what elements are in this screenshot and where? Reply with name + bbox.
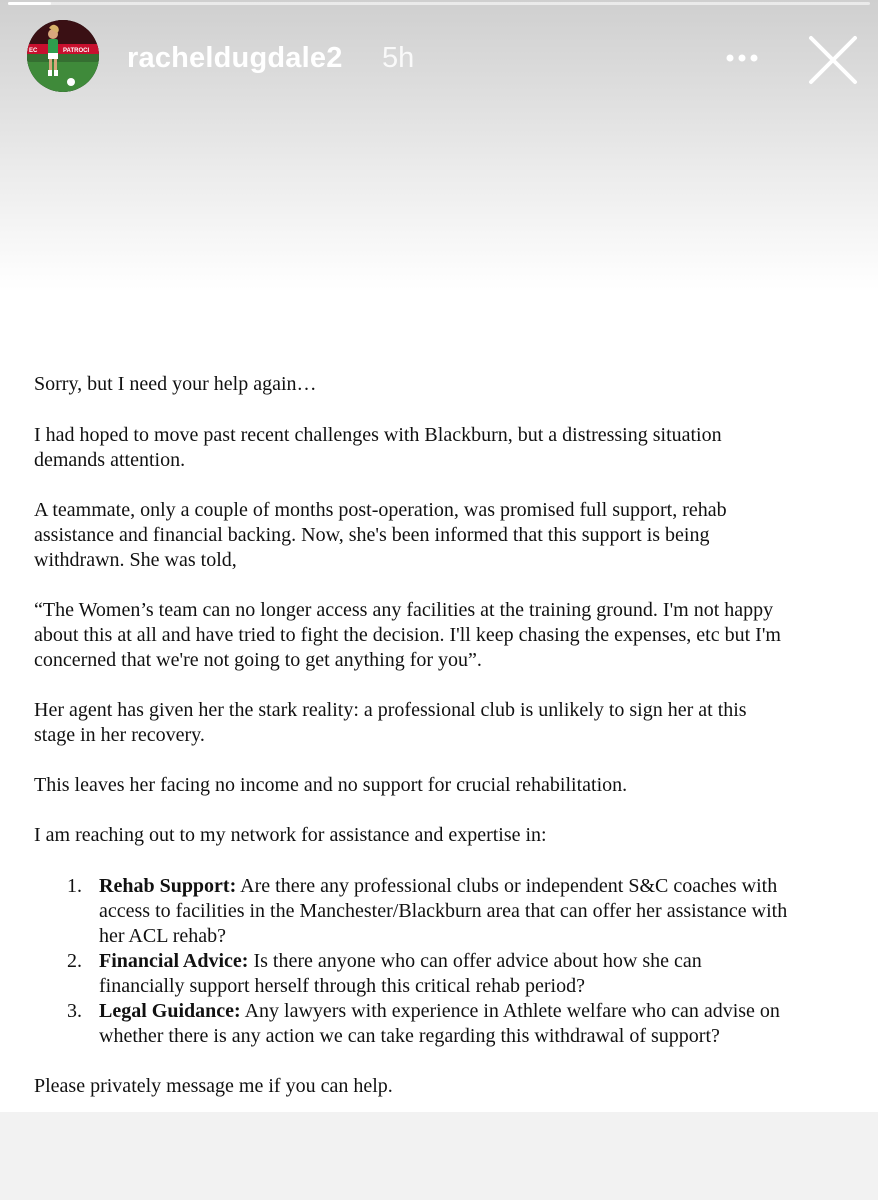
list-number: 3. [67, 1000, 82, 1022]
story-document [0, 290, 878, 1112]
paragraph-line: A teammate, only a couple of months post-operation, was promised full support, rehab [34, 499, 727, 521]
list-first-text: Any lawyers with experience in Athlete welfare who can advise on [240, 1000, 780, 1022]
paragraph-line: demands attention. [34, 449, 186, 471]
paragraph-line: withdrawn. She was told, [34, 549, 237, 571]
list-line: financially support herself through this critical rehab period? [99, 975, 585, 997]
list-first-line [99, 949, 859, 974]
paragraph-3 [34, 698, 854, 748]
quote-line: concerned that we're not going to get anything for you”. [34, 649, 482, 671]
paragraph-1 [34, 423, 854, 473]
story-header [0, 0, 878, 290]
close-icon[interactable] [805, 32, 861, 88]
quote-line: “The Women’s team can no longer access any facilities at the training ground. I'm not happy [34, 599, 774, 621]
story-footer [0, 1112, 878, 1200]
list-line: access to facilities in the Manchester/Blackburn area that can offer her assistance with [99, 900, 788, 922]
paragraph-line: stage in her recovery. [34, 724, 205, 746]
more-horizontal-icon[interactable] [718, 48, 766, 68]
avatar-banner-text: PATROCI [63, 48, 90, 54]
story-timestamp: 5h [382, 42, 415, 74]
avatar-image [27, 20, 99, 92]
paragraph-4 [34, 773, 854, 798]
quote-paragraph [34, 598, 854, 673]
story-progress-bar [8, 2, 870, 5]
closing-line [34, 1074, 854, 1099]
paragraph-line: assistance and financial backing. Now, she's been informed that this support is being [34, 524, 710, 546]
list-line: her ACL rehab? [99, 925, 226, 947]
paragraph-line: This leaves her facing no income and no support for crucial rehabilitation. [34, 774, 628, 796]
paragraph-5 [34, 823, 854, 848]
paragraph-line: Her agent has given her the stark reality: a professional club is unlikely to sign her at this [34, 699, 747, 721]
list-number: 2. [67, 950, 82, 972]
list-body [99, 999, 859, 1049]
paragraph-line: I am reaching out to my network for assistance and expertise in: [34, 824, 547, 846]
greeting-line: Sorry, but I need your help again… [34, 373, 317, 395]
paragraph-line: I had hoped to move past recent challenges with Blackburn, but a distressing situation [34, 424, 722, 446]
list-body [99, 874, 859, 949]
list-first-text: Is there anyone who can offer advice about how she can [248, 950, 702, 972]
closing-text: Please privately message me if you can help. [34, 1075, 393, 1097]
avatar[interactable] [27, 20, 99, 92]
list-body [99, 949, 859, 999]
list-first-line [99, 999, 859, 1024]
list-title: Rehab Support: [99, 875, 237, 897]
greeting [34, 372, 854, 397]
avatar-banner-text-left: EC [29, 48, 38, 54]
list-first-text: Are there any professional clubs or independent S&C coaches with [236, 875, 778, 897]
story-username[interactable]: racheldugdale2 [127, 42, 343, 74]
list-number: 1. [67, 875, 82, 897]
paragraph-2 [34, 498, 854, 573]
quote-line: about this at all and have tried to fight the decision. I'll keep chasing the expenses, etc but I'm [34, 624, 781, 646]
list-line: whether there is any action we can take regarding this withdrawal of support? [99, 1025, 720, 1047]
list-first-line [99, 874, 859, 899]
story-progress-fill [8, 2, 51, 5]
list-title: Financial Advice: [99, 950, 249, 972]
list-title: Legal Guidance: [99, 1000, 241, 1022]
